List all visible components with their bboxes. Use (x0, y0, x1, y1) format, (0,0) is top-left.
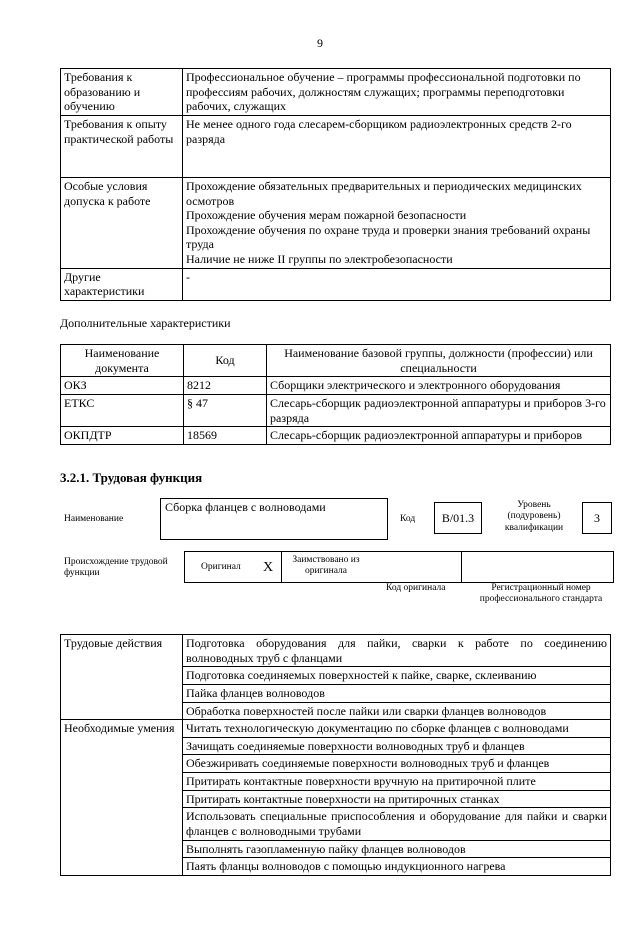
table-cell: Сборщики электрического и электронного оборудования (267, 377, 611, 395)
borrowed-label: Заимствовано из оригинала (292, 555, 360, 577)
row-value (183, 177, 611, 268)
name-label: Наименование (64, 514, 124, 524)
table-cell: Слесарь-сборщик радиоэлектронной аппаратуры и приборов (267, 427, 611, 445)
skill-item: Зачищать соединяемые поверхности волноводных труб и фланцев (183, 737, 611, 755)
level-box (582, 502, 612, 534)
table-cell: ОКЗ (61, 377, 184, 395)
origin-code-label: Код оригинала (386, 583, 446, 593)
row-label: Требования к образованию и обучению (61, 69, 183, 116)
function-details-table (60, 634, 611, 876)
action-item: Подготовка оборудования для пайки, сварки к работе по соединению волноводных труб с фланцами (183, 635, 611, 667)
table-cell: ОКПДТР (61, 427, 184, 445)
row-value: Профессиональное обучение – программы профессиональной подготовки по профессиям рабочих, должностям служащих; программы переподготовки рабочих, служащих (183, 69, 611, 116)
table-row (61, 69, 611, 116)
row-value: - (183, 268, 611, 300)
table-cell: § 47 (184, 394, 267, 426)
skill-item: Паять фланцы волноводов с помощью индукционного нагрева (183, 858, 611, 876)
skills-label: Необходимые умения (61, 720, 183, 876)
skill-item: Притирать контактные поверхности вручную на притирочной плите (183, 773, 611, 791)
origin-divider (281, 552, 282, 582)
row-label: Другие характеристики (61, 268, 183, 300)
table-row (61, 427, 611, 445)
column-header: Наименование базовой группы, должности (профессии) или специальности (267, 345, 611, 377)
requirement-line: Прохождение обязательных предварительных и периодических медицинских осмотров (186, 178, 582, 208)
table-cell: Слесарь-сборщик радиоэлектронной аппаратуры и приборов 3-го разряда (267, 394, 611, 426)
function-code: B/01.3 (441, 511, 475, 525)
reg-number-label: Регистрационный номер профессионального стандарта (479, 583, 603, 605)
original-mark: X (263, 560, 274, 575)
table-row (61, 720, 611, 738)
skill-item: Обезжиривать соединяемые поверхности волноводных труб и фланцев (183, 755, 611, 773)
origin-box (184, 551, 614, 583)
table-row (61, 115, 611, 177)
code-box (434, 502, 482, 534)
table-header-row (61, 345, 611, 377)
table-row (61, 177, 611, 268)
section-heading: 3.2.1. Трудовая функция (60, 470, 203, 485)
row-label: Требования к опыту практической работы (61, 115, 183, 177)
table-cell: ЕТКС (61, 394, 184, 426)
table-row (61, 377, 611, 395)
skill-item: Выполнять газопламенную пайку фланцев волноводов (183, 840, 611, 858)
requirement-line: Прохождение обучения мерам пожарной безопасности (186, 208, 467, 223)
requirement-line: Наличие не ниже II группы по электробезопасности (186, 252, 453, 266)
origin-divider (461, 552, 462, 582)
table-row (61, 394, 611, 426)
additional-table (60, 344, 611, 445)
row-value: Не менее одного года слесарем-сборщиком радиоэлектронных средств 2-го разряда (183, 115, 611, 177)
code-label: Код (400, 514, 416, 524)
skill-item: Использовать специальные приспособления и оборудование для пайки и сварки фланцев с волноводными трубами (183, 808, 611, 840)
level-value: 3 (594, 511, 600, 525)
table-row (61, 635, 611, 667)
requirement-line: Прохождение обучения по охране труда и проверки знания требований охраны труда (186, 222, 591, 252)
skill-item: Читать технологическую документацию по сборке фланцев с волноводами (183, 720, 611, 738)
function-name-box (160, 498, 388, 540)
function-name: Сборка фланцев с волноводами (165, 500, 326, 514)
column-header: Код (184, 345, 267, 377)
actions-label: Трудовые действия (61, 635, 183, 720)
table-cell: 18569 (184, 427, 267, 445)
action-item: Подготовка соединяемых поверхностей к пайке, сварке, склеиванию (183, 667, 611, 685)
origin-label: Происхождение трудовой функции (64, 557, 168, 579)
column-header: Наименование документа (61, 345, 184, 377)
page-number: 9 (317, 36, 323, 50)
requirements-table (60, 68, 611, 301)
level-label: Уровень (подуровень) квалификации (504, 500, 564, 533)
row-label: Особые условия допуска к работе (61, 177, 183, 268)
additional-title: Дополнительные характеристики (60, 316, 231, 330)
action-item: Пайка фланцев волноводов (183, 684, 611, 702)
table-cell: 8212 (184, 377, 267, 395)
table-row (61, 268, 611, 300)
original-label: Оригинал (201, 562, 241, 572)
action-item: Обработка поверхностей после пайки или сварки фланцев волноводов (183, 702, 611, 720)
skill-item: Притирать контактные поверхности на притирочных станках (183, 790, 611, 808)
